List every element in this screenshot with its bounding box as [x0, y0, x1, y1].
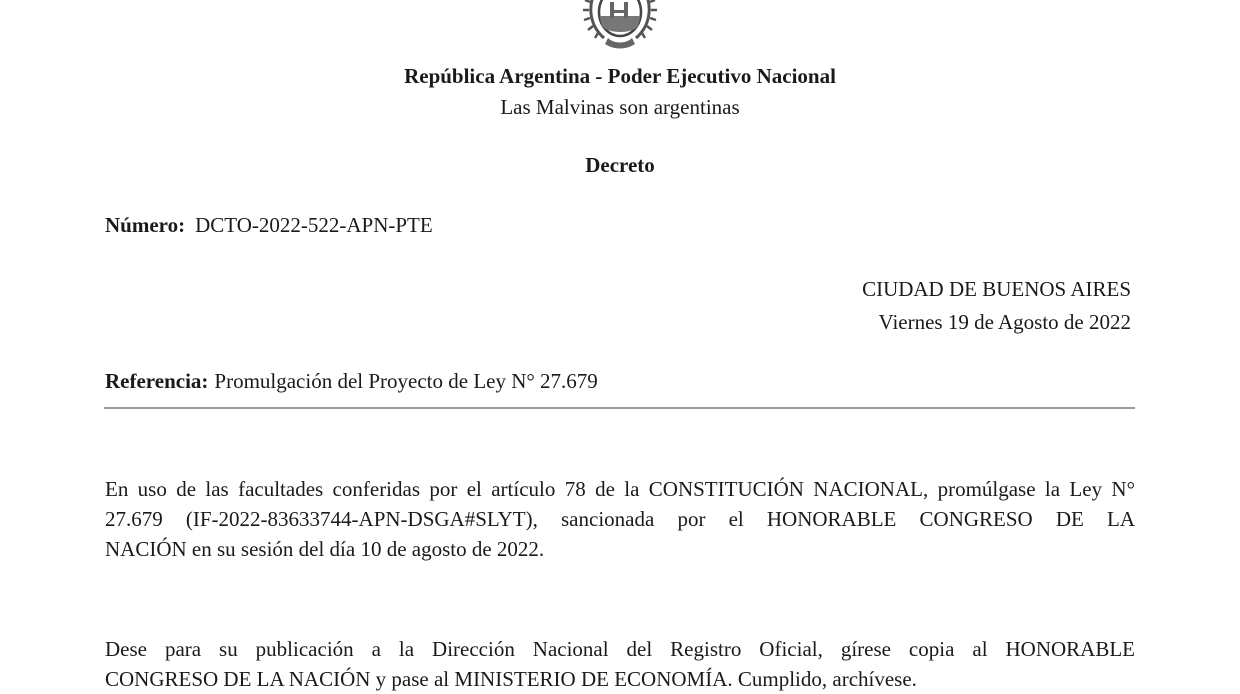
paragraph-line: Dese para su publicación a la Dirección Nacional del Registro Oficial, gírese copia al HONORABLE: [105, 637, 1135, 661]
body-paragraph-2: [105, 634, 1135, 694]
issue-date: Viernes 19 de Agosto de 2022: [878, 310, 1131, 334]
document-type: Decreto: [585, 153, 655, 177]
reference: [105, 369, 598, 394]
issuer-subtitle: Las Malvinas son argentinas: [500, 95, 740, 119]
number-label: Número:: [105, 213, 186, 237]
number-value: DCTO-2022-522-APN-PTE: [195, 213, 433, 237]
separator-rule: [104, 407, 1135, 409]
coat-of-arms-icon: [580, 0, 660, 50]
issue-city: CIUDAD DE BUENOS AIRES: [862, 277, 1131, 301]
paragraph-line: En uso de las facultades conferidas por el artículo 78 de la CONSTITUCIÓN NACIONAL, promúlgase la Ley N°: [105, 477, 1135, 501]
decree-number: [105, 213, 433, 238]
issuer-title: República Argentina - Poder Ejecutivo Nacional: [404, 64, 836, 88]
paragraph-line: CONGRESO DE LA NACIÓN y pase al MINISTERIO DE ECONOMÍA. Cumplido, archívese.: [105, 667, 917, 691]
reference-label: Referencia:: [105, 369, 209, 393]
paragraph-line: NACIÓN en su sesión del día 10 de agosto de 2022.: [105, 537, 545, 561]
paragraph-line: 27.679 (IF-2022-83633744-APN-DSGA#SLYT), sancionada por el HONORABLE CONGRESO DE LA: [105, 507, 1135, 531]
body-paragraph-1: [105, 474, 1135, 564]
reference-value: Promulgación del Proyecto de Ley N° 27.679: [214, 369, 598, 393]
